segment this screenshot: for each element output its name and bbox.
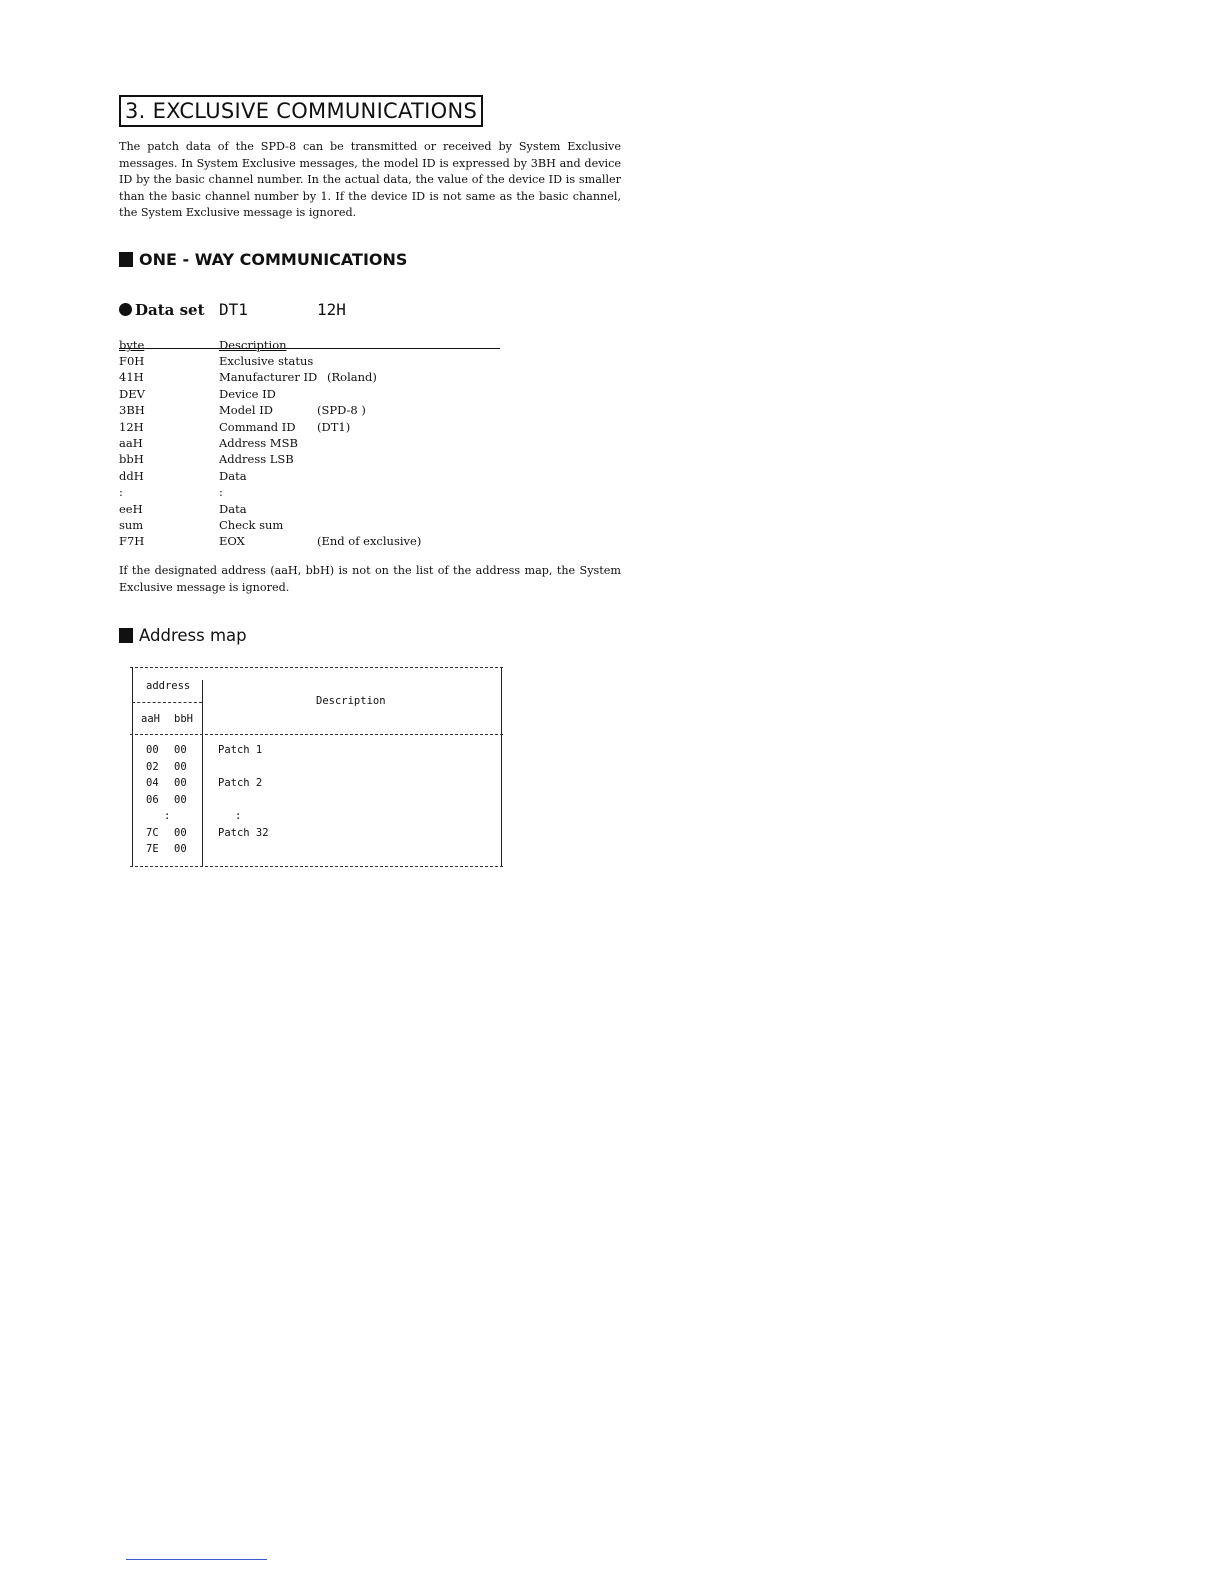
table-cell-description: Address LSB — [219, 452, 294, 467]
one-way-heading-text: ONE - WAY COMMUNICATIONS — [139, 250, 408, 269]
map-cell-bb: 00 — [174, 826, 187, 839]
table-cell-byte: 3BH — [119, 403, 145, 418]
table-cell-byte: DEV — [119, 386, 145, 401]
dataset-line — [119, 300, 346, 319]
table-cell-note: (Roland) — [327, 370, 377, 385]
table-cell-description: Check sum — [219, 518, 284, 532]
map-cell-description: Patch 2 — [218, 777, 263, 789]
map-cell-description: Patch 32 — [218, 826, 269, 839]
map-cell-aa: 04 — [146, 777, 159, 789]
table-cell-byte: eeH — [119, 501, 143, 516]
section-title: 3. EXCLUSIVE COMMUNICATIONS — [119, 95, 483, 127]
table-cell-description: Data — [219, 501, 247, 516]
map-cell-aa: : — [164, 810, 171, 822]
dataset-name: DT1 — [219, 300, 248, 319]
table-cell-byte: 41H — [119, 370, 144, 385]
table-cell-note: (End of exclusive) — [317, 534, 422, 549]
map-col-bb: bbH — [174, 713, 193, 725]
map-description-label: Description — [316, 695, 386, 707]
table-cell-description: Device ID — [219, 386, 276, 401]
map-cell-description: Patch 1 — [218, 744, 263, 756]
table-cell-description: Manufacturer ID — [219, 370, 318, 385]
table-cell-byte: F7H — [119, 534, 145, 549]
table-cell-byte: ddH — [119, 468, 144, 483]
map-cell-aa: 7E — [146, 843, 159, 855]
map-cell-aa: 7C — [146, 826, 159, 839]
map-header-rule — [130, 734, 503, 735]
round-bullet-icon — [119, 303, 132, 316]
dataset-label: Data set — [135, 301, 205, 319]
table-header-rule — [119, 348, 500, 349]
map-col-aa: aaH — [141, 713, 160, 725]
map-cell-bb: 00 — [174, 793, 187, 806]
map-cell-aa: 06 — [146, 793, 159, 806]
table-cell-note: (DT1) — [317, 419, 351, 434]
table-cell-description: Data — [219, 468, 247, 483]
table-cell-description: Address MSB — [219, 436, 298, 450]
map-cell-bb: 00 — [174, 744, 187, 756]
address-map-heading — [119, 626, 247, 645]
map-right-border — [501, 667, 502, 867]
map-cell-bb: 00 — [174, 843, 187, 855]
table-cell-byte: F0H — [119, 354, 145, 368]
map-cell-description: : — [235, 810, 242, 822]
address-note: If the designated address (aaH, bbH) is not on the list of the address map, the System Exclusive message is ignored. — [119, 564, 621, 594]
map-address-subrule — [132, 702, 202, 703]
table-cell-description: EOX — [219, 534, 245, 549]
one-way-heading — [119, 250, 407, 269]
footer-rule — [126, 1559, 267, 1560]
map-address-label: address — [146, 680, 191, 692]
table-cell-byte: sum — [119, 518, 144, 532]
map-bottom-border — [130, 866, 503, 867]
map-cell-aa: 00 — [146, 744, 159, 756]
table-header-description: Description — [219, 338, 287, 352]
map-cell-bb: 00 — [174, 777, 187, 789]
map-cell-bb: 00 — [174, 760, 187, 773]
table-cell-byte: aaH — [119, 436, 143, 450]
table-cell-byte: 12H — [119, 419, 144, 434]
table-cell-byte: : — [119, 485, 123, 500]
address-map-heading-text: Address map — [139, 626, 247, 645]
square-bullet-icon — [119, 252, 133, 267]
dataset-code: 12H — [317, 300, 346, 319]
map-top-border — [130, 667, 503, 668]
dataset-table — [119, 337, 501, 552]
map-cell-aa: 02 — [146, 760, 159, 773]
map-column-separator — [202, 680, 203, 867]
table-cell-note: (SPD-8 ) — [317, 403, 366, 418]
table-header-byte: byte — [119, 338, 145, 352]
table-cell-description: : — [219, 485, 223, 500]
intro-paragraph: The patch data of the SPD-8 can be transmitted or received by System Exclusive messages. In System Exclusive messages, the model ID is expressed by 3BH and device ID by the basic channel number. In the actual data, the value of the device ID is smaller than the basic channel number by 1. If the device ID is not same as the basic channel, the System Exclusive message is ignored. — [119, 140, 621, 220]
table-cell-description: Model ID — [219, 403, 273, 418]
table-cell-byte: bbH — [119, 452, 144, 467]
square-bullet-icon — [119, 628, 133, 643]
table-cell-description: Exclusive status — [219, 354, 314, 368]
table-cell-description: Command ID — [219, 419, 296, 434]
address-map-table — [130, 664, 504, 870]
map-left-border — [132, 667, 133, 867]
